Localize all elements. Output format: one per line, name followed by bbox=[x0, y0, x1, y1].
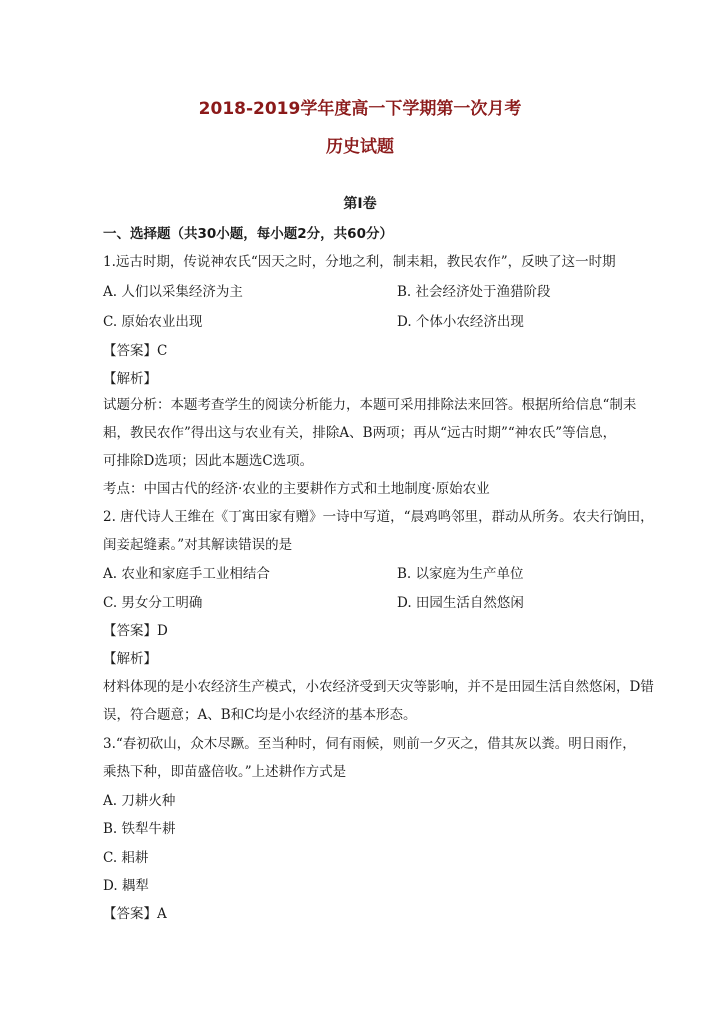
q3-option-d: D. 耦犁 bbox=[103, 878, 149, 894]
exam-title: 2018-2019学年度高一下学期第一次月考 bbox=[198, 99, 522, 119]
q2-analysis-line: 材料体现的是小农经济生产模式，小农经济受到天灾等影响，并不是田园生活自然悠闲，D错 bbox=[103, 679, 654, 695]
q1-analysis-label: 【解析】 bbox=[103, 371, 157, 387]
q1-option-c: C. 原始农业出现 bbox=[103, 314, 203, 330]
q2-option-c: C. 男女分工明确 bbox=[103, 595, 203, 611]
q1-answer: 【答案】C bbox=[103, 343, 168, 359]
q1-analysis-line: 试题分析：本题考查学生的阅读分析能力，本题可采用排除法来回答。根据所给信息“制耒 bbox=[103, 397, 637, 413]
exam-subject-title: 历史试题 bbox=[326, 137, 394, 157]
q2-analysis-label: 【解析】 bbox=[103, 651, 157, 667]
q3-option-a: A. 刀耕火种 bbox=[103, 793, 176, 809]
q1-option-d: D. 个体小农经济出现 bbox=[397, 314, 524, 330]
q2-option-d: D. 田园生活自然悠闲 bbox=[397, 595, 524, 611]
q2-stem-line: 闺妾起缝素。”对其解读错误的是 bbox=[103, 537, 293, 553]
q2-analysis-line: 误，符合题意；A、B和C均是小农经济的基本形态。 bbox=[103, 707, 417, 723]
q1-option-b: B. 社会经济处于渔猎阶段 bbox=[397, 284, 551, 300]
q1-analysis-line: 考点：中国古代的经济·农业的主要耕作方式和土地制度·原始农业 bbox=[103, 481, 490, 497]
q2-stem-line: 2. 唐代诗人王维在《丁寓田家有赠》一诗中写道，“晨鸡鸣邻里，群动从所务。农夫行饷田， bbox=[103, 509, 654, 525]
q3-answer: 【答案】A bbox=[103, 906, 167, 922]
q3-option-b: B. 铁犁牛耕 bbox=[103, 821, 176, 837]
q1-analysis-line: 可排除D选项；因此本题选C选项。 bbox=[103, 453, 314, 469]
section-heading: 一、选择题（共30小题，每小题2分，共60分） bbox=[103, 226, 393, 242]
q1-stem: 1.远古时期，传说神农氏“因天之时，分地之利，制耒耜，教民农作”，反映了这一时期 bbox=[103, 254, 616, 270]
q1-option-a: A. 人们以采集经济为主 bbox=[103, 284, 243, 300]
q3-stem-line: 乘热下种，即苗盛倍收。”上述耕作方式是 bbox=[103, 764, 347, 780]
q3-stem-line: 3.“春初砍山，众木尽蹶。至当种时，伺有雨候，则前一夕灭之，借其灰以粪。明日雨作， bbox=[103, 736, 636, 752]
q2-option-a: A. 农业和家庭手工业相结合 bbox=[103, 566, 270, 582]
q2-answer: 【答案】D bbox=[103, 623, 168, 639]
q2-option-b: B. 以家庭为生产单位 bbox=[397, 566, 524, 582]
volume-label: 第Ⅰ卷 bbox=[343, 196, 377, 212]
q1-analysis-line: 耜，教民农作”得出这与农业有关，排除A、B两项；再从“远古时期”“神农氏”等信息， bbox=[103, 425, 617, 441]
q3-option-c: C. 耜耕 bbox=[103, 850, 149, 866]
